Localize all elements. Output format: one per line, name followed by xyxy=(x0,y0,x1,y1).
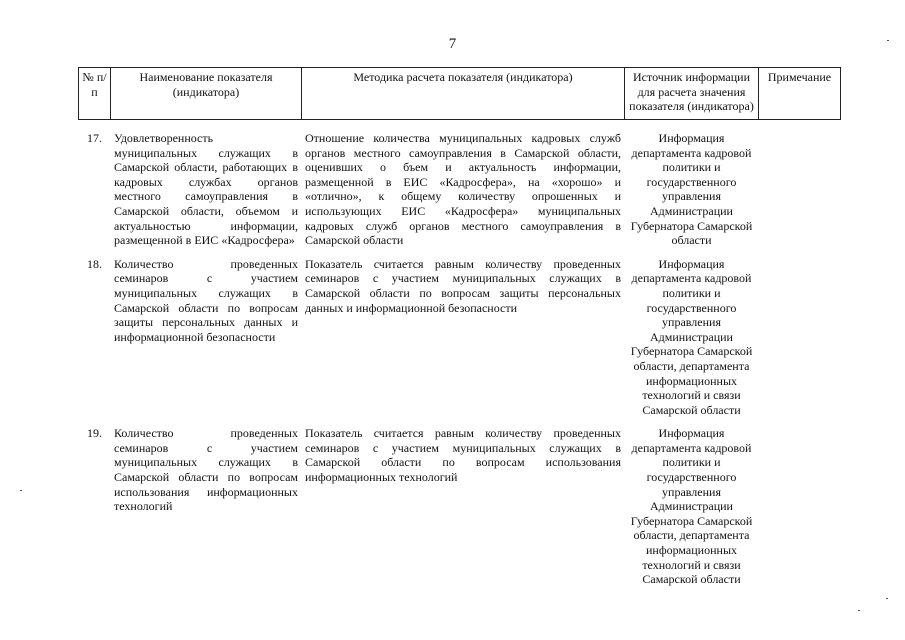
table-row xyxy=(79,257,841,427)
row-method: Показатель считается равным количеству проведенных семинаров с участием муниципальных служащих в Самарской области по вопросам использования информационных технологий xyxy=(305,426,621,485)
row-name: Удовлетворенность муниципальных служащих в Самарской области, работающих в кадровых службах органов местного самоуправления в Самарской области, объемом и актуальностью информации, размещенной в ЕИС «Кадросфера» xyxy=(114,131,298,248)
header-num: № п/п xyxy=(79,68,111,120)
header-name: Наименование показателя (индикатора) xyxy=(111,68,302,120)
scan-speck xyxy=(858,610,860,611)
row-method: Показатель считается равным количеству проведенных семинаров с участием муниципальных служащих в Самарской области по вопросам защиты персональных данных и информационной безопасности xyxy=(305,256,621,315)
row-name: Количество проведенных семинаров с участием муниципальных служащих в Самарской области по вопросам защиты персональных данных и информационной безопасности xyxy=(114,256,298,344)
row-note xyxy=(759,131,841,257)
table-header-row xyxy=(79,68,841,120)
table-row xyxy=(79,426,841,596)
row-note xyxy=(759,426,841,596)
scan-speck xyxy=(886,598,888,599)
row-num: 17. xyxy=(87,131,102,145)
row-name: Количество проведенных семинаров с участием муниципальных служащих в Самарской области по вопросам использования информационных технологий xyxy=(114,426,298,514)
row-source: Информация департамента кадровой политики и государственного управления Администрации Губернатора Самарской области, департамента информационных технологий и связи Самарской области xyxy=(630,256,753,417)
scan-speck xyxy=(20,490,22,491)
scan-speck xyxy=(887,40,889,41)
indicators-table xyxy=(78,67,841,596)
header-method: Методика расчета показателя (индикатора) xyxy=(302,68,625,120)
row-method: Отношение количества муниципальных кадровых служб органов местного самоуправления в Самарской области, оценивших о бъем и актуальность информации, размещенной в ЕИС «Кадросфера», на «хорошо» и «отлично», к общему количеству опрошенных и использующих ЕИС «Кадросфера» муниципальных кадровых служб органов местного самоуправления в Самарской области xyxy=(305,131,621,248)
row-source: Информация департамента кадровой политики и государственного управления Администрации Губернатора Самарской области, департамента информационных технологий и связи Самарской области xyxy=(630,426,753,587)
row-num: 18. xyxy=(87,256,102,271)
row-num: 19. xyxy=(87,426,102,441)
header-note: Примечание xyxy=(759,68,841,120)
header-source: Источник информации для расчета значения показателя (индикатора) xyxy=(625,68,759,120)
row-note xyxy=(759,257,841,427)
row-source: Информация департамента кадровой политики и государственного управления Администрации Губернатора Самарской области xyxy=(630,131,753,248)
page-number: 7 xyxy=(448,36,457,52)
table-row xyxy=(79,131,841,257)
